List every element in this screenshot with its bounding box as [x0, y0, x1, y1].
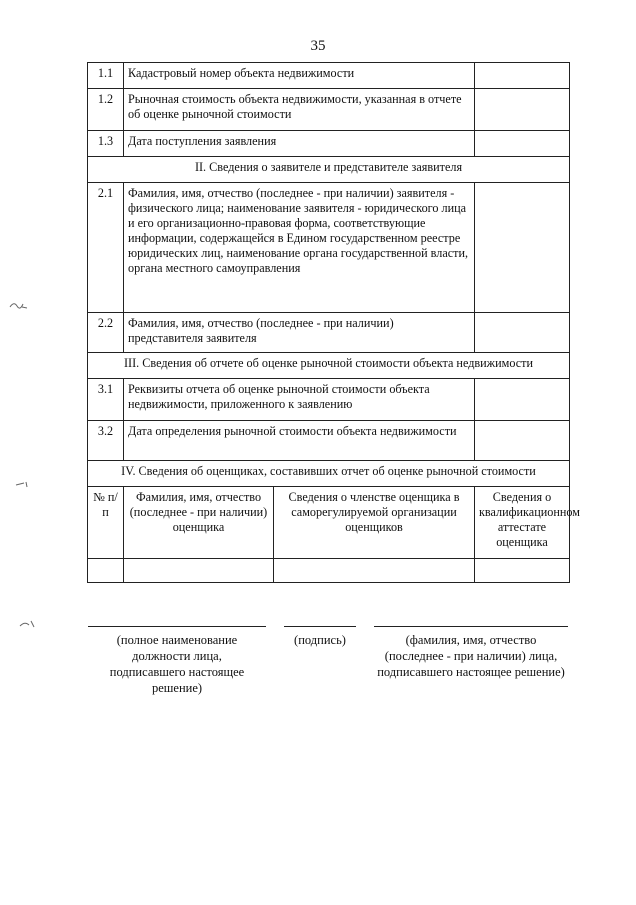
- row-number: 3.2: [88, 421, 124, 461]
- column-header-number: № п/п: [88, 487, 124, 559]
- table-row: [88, 487, 570, 559]
- section-heading-applicant: II. Сведения о заявителе и представителе заявителя: [88, 157, 570, 183]
- table-row: [88, 63, 570, 89]
- scan-mark: [8, 298, 30, 312]
- table-row: [88, 131, 570, 157]
- row-label-representative-name: Фамилия, имя, отчество (последнее - при наличии) представителя заявителя: [124, 313, 475, 353]
- table-row: [88, 157, 570, 183]
- table-row: [88, 559, 570, 583]
- table-row: [88, 421, 570, 461]
- section-heading-report: III. Сведения об отчете об оценке рыночной стоимости объекта недвижимости: [88, 353, 570, 379]
- table-row: [88, 353, 570, 379]
- scan-mark: [14, 479, 34, 489]
- row-number: 2.1: [88, 183, 124, 313]
- table-row: [88, 461, 570, 487]
- name-signature-line: [374, 626, 568, 627]
- empty-cell: [124, 559, 274, 583]
- row-label-market-value: Рыночная стоимость объекта недвижимости, указанная в отчете об оценке рыночной стоимости: [124, 89, 475, 131]
- value-cell: [475, 63, 570, 89]
- value-cell: [475, 313, 570, 353]
- page-number: 35: [310, 38, 326, 54]
- row-label-applicant-name: Фамилия, имя, отчество (последнее - при наличии) заявителя - физического лица; наименование заявителя - юридического лица и его организационно-правовая форма, соответствующие информации, содержащейся в Едином государственном реестре юридических лиц, наименование органа государственной власти, органа местного самоуправления: [124, 183, 475, 313]
- table-row: [88, 183, 570, 313]
- value-cell: [475, 183, 570, 313]
- table-row: [88, 313, 570, 353]
- row-number: 1.1: [88, 63, 124, 89]
- value-cell: [475, 89, 570, 131]
- column-header-membership: Сведения о членстве оценщика в саморегулируемой организации оценщиков: [274, 487, 475, 559]
- value-cell: [475, 379, 570, 421]
- row-number: 2.2: [88, 313, 124, 353]
- table-row: [88, 89, 570, 131]
- position-signature-line: [88, 626, 266, 627]
- table-row: [88, 379, 570, 421]
- row-label-application-date: Дата поступления заявления: [124, 131, 475, 157]
- signature-line: [284, 626, 356, 627]
- row-label-report-details: Реквизиты отчета об оценке рыночной стоимости объекта недвижимости, приложенного к заявлению: [124, 379, 475, 421]
- scan-mark: [18, 618, 40, 630]
- row-label-valuation-date: Дата определения рыночной стоимости объекта недвижимости: [124, 421, 475, 461]
- value-cell: [475, 131, 570, 157]
- section-heading-appraisers: IV. Сведения об оценщиках, составивших отчет об оценке рыночной стоимости: [88, 461, 570, 487]
- value-cell: [475, 421, 570, 461]
- row-label-cadastral-number: Кадастровый номер объекта недвижимости: [124, 63, 475, 89]
- row-number: 1.3: [88, 131, 124, 157]
- signature-caption: (подпись): [294, 633, 346, 647]
- column-header-appraiser-name: Фамилия, имя, отчество (последнее - при наличии) оценщика: [124, 487, 274, 559]
- column-header-qualification: Сведения о квалификационном аттестате оценщика: [475, 487, 570, 559]
- empty-cell: [88, 559, 124, 583]
- row-number: 3.1: [88, 379, 124, 421]
- application-form-table: [87, 62, 580, 583]
- row-number: 1.2: [88, 89, 124, 131]
- position-caption: (полное наименование должности лица, подписавшего настоящее решение): [109, 633, 245, 695]
- empty-cell: [274, 559, 475, 583]
- name-caption: (фамилия, имя, отчество (последнее - при наличии) лица, подписавшего настоящее решение): [377, 633, 565, 679]
- empty-cell: [475, 559, 570, 583]
